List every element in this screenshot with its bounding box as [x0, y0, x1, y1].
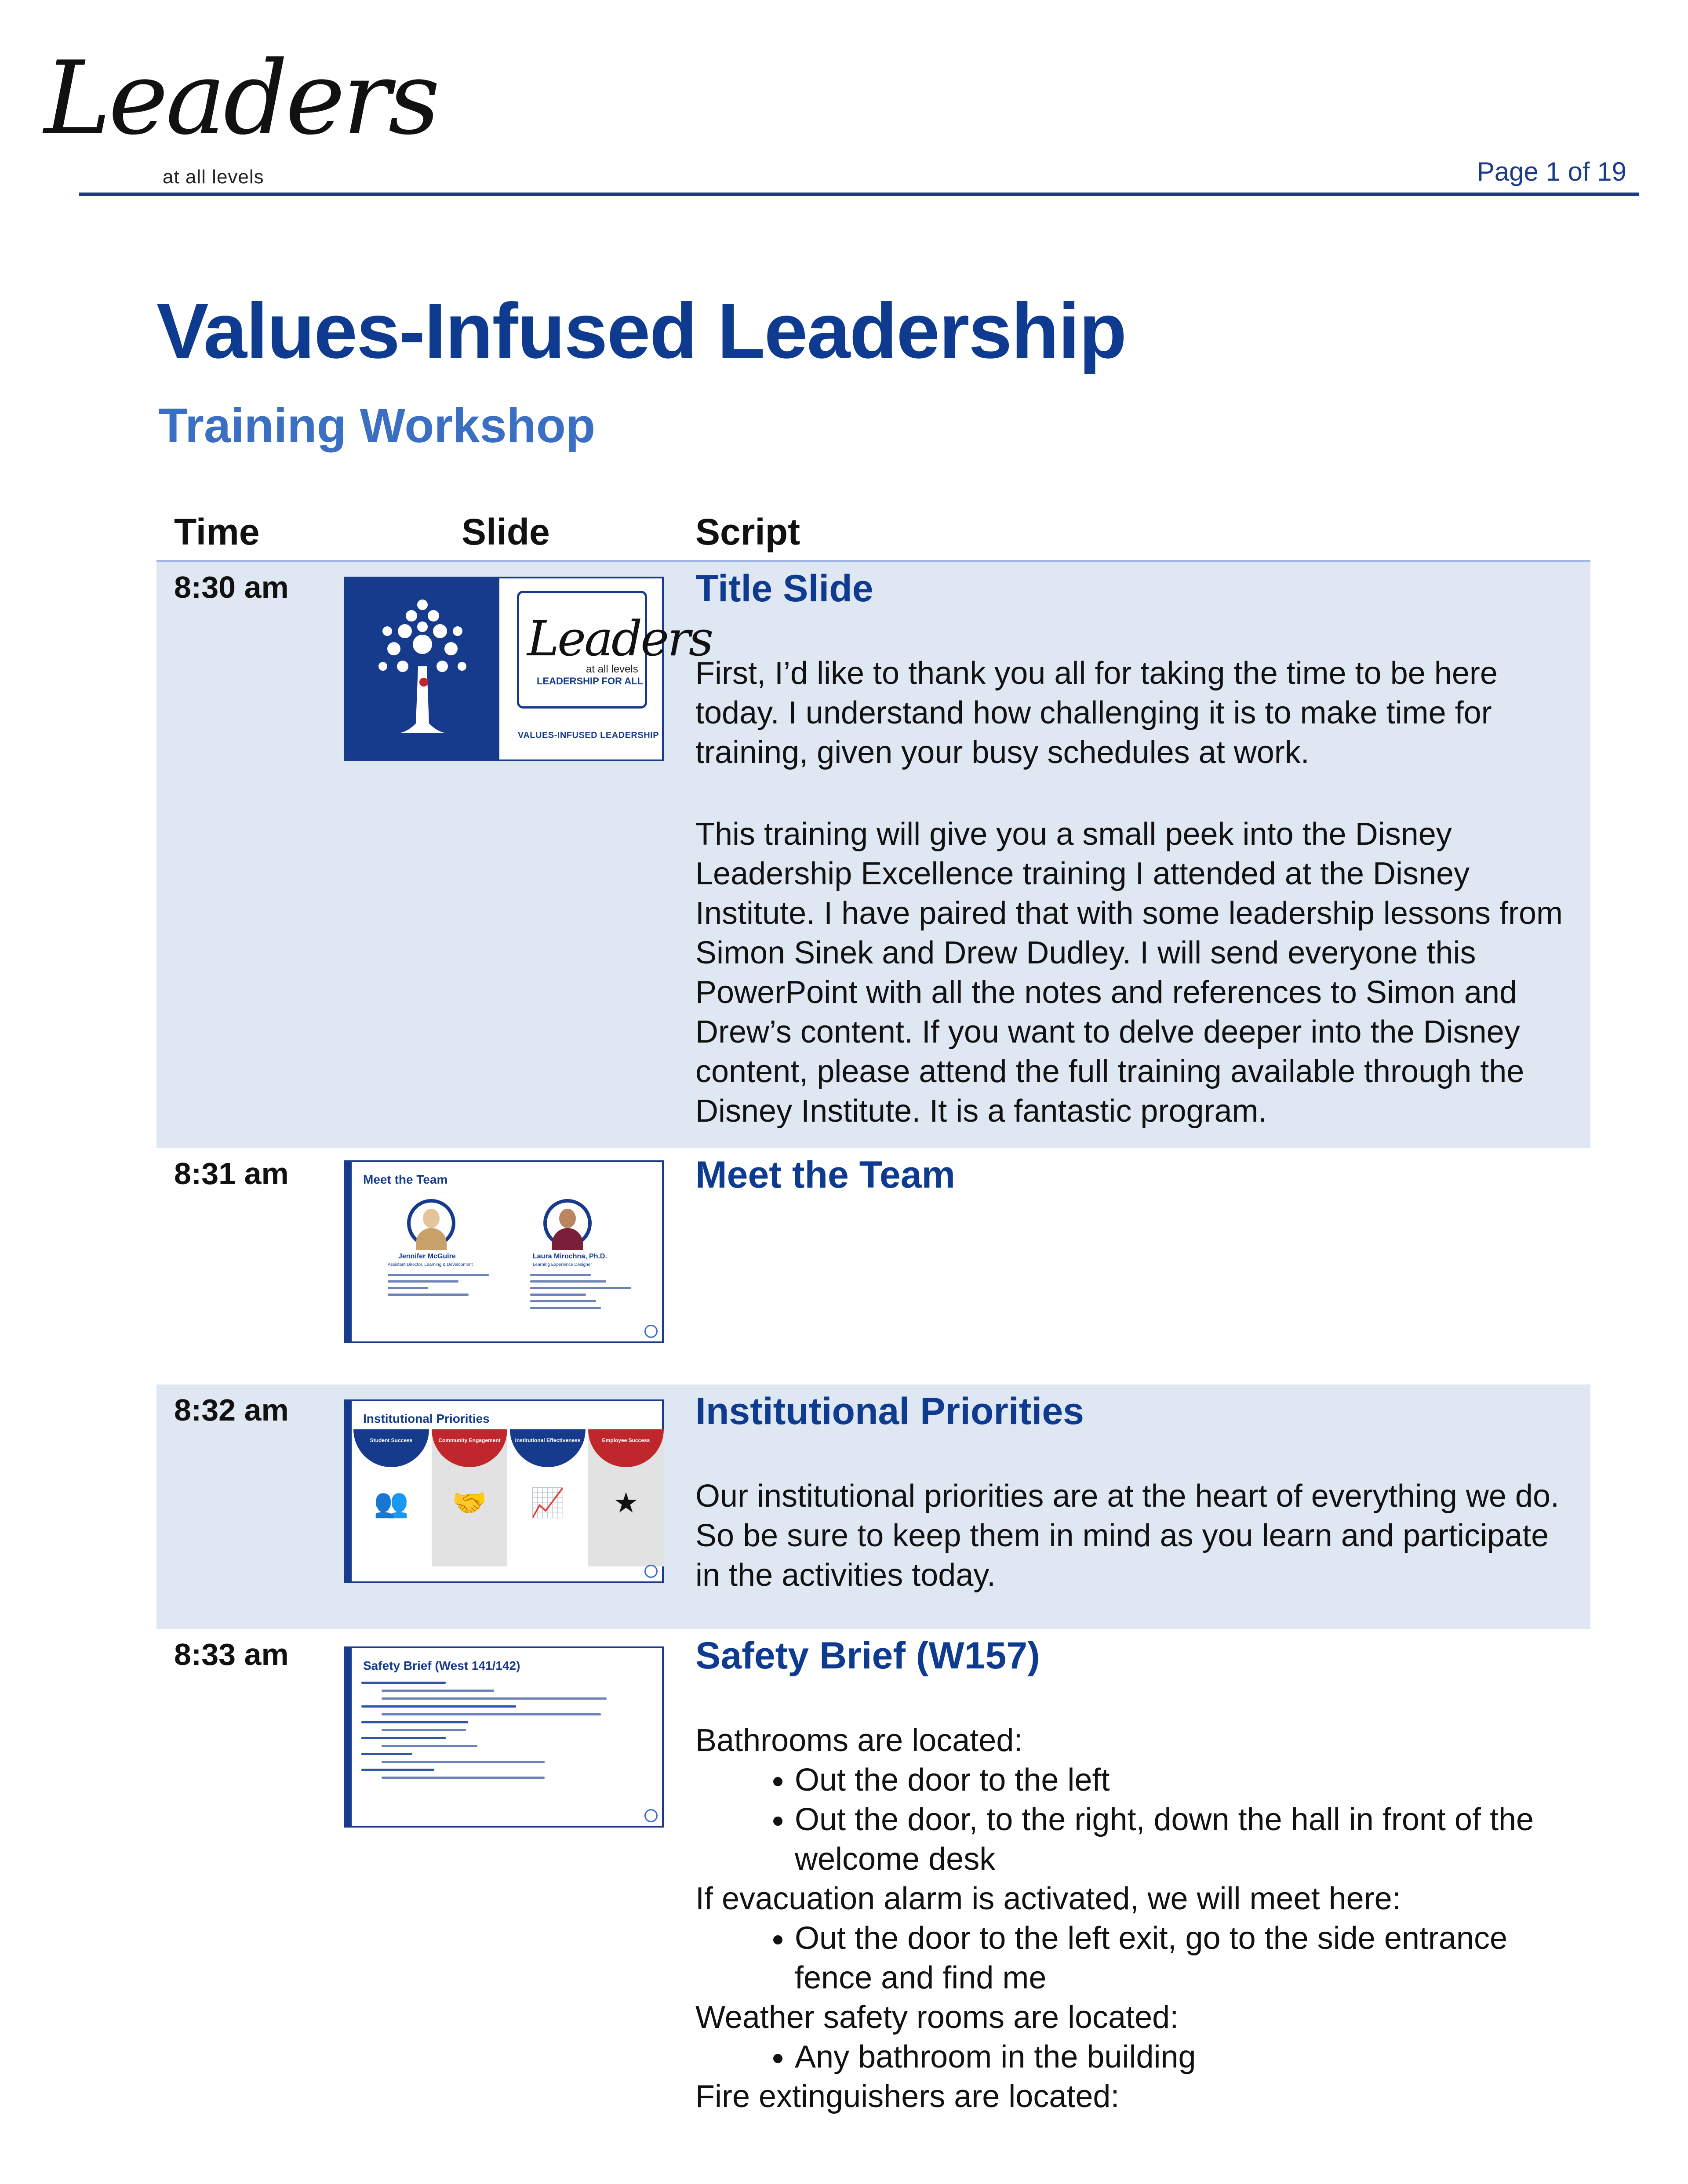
script-paragraph: This training will give you a small peek into the Disney Leadership Excellence training I attended at the Disney Institute. I have paired that with some leadership lessons from Simon Sinek and Drew Dudley. I will send everyone this PowerPoint with all the notes and references to Simon and Drew’s content. If you want to delve deeper into the Disney content, please attend the full training available through the Disney Institute. It is a fantastic program. [695, 817, 1563, 1129]
avatar [543, 1199, 592, 1247]
slide-tree-panel [346, 578, 499, 759]
priority-employee-success [588, 1429, 664, 1566]
priority-label: Student Success [353, 1429, 429, 1467]
table-row [156, 562, 1590, 1148]
column-header-time: Time [174, 511, 260, 552]
table-row [156, 1148, 1590, 1385]
slide-logo-tagline: LEADERSHIP FOR ALL [537, 676, 644, 687]
row-script [695, 566, 1579, 1131]
safety-weather-label: Weather safety rooms are located: [695, 2000, 1179, 2035]
header-divider [79, 193, 1639, 196]
row-time: 8:31 am [174, 1156, 289, 1191]
safety-bathrooms-label: Bathrooms are located: [695, 1723, 1023, 1759]
seal-icon [644, 1325, 658, 1338]
safety-weather-list [695, 2037, 1579, 2077]
growth-chart-icon: 📈 [530, 1487, 565, 1519]
leaders-logo [44, 40, 438, 198]
slide-bullets [361, 1682, 643, 1784]
people-group-icon: 👥 [374, 1487, 409, 1519]
logo-script-text: Leaders [44, 40, 438, 157]
script-paragraph: Our institutional priorities are at the heart of everything we do. So be sure to keep them in mind as you learn and participate in the activities today. [695, 1479, 1560, 1593]
tree-icon [346, 578, 499, 763]
slide-logo-card [517, 591, 712, 709]
safety-evacuation-list [695, 1919, 1579, 1998]
person-role: Learning Experience Designer [533, 1262, 592, 1267]
slide-thumbnail-meet-team[interactable] [344, 1160, 664, 1343]
row-script [695, 1633, 1579, 2116]
logo-tagline: at all levels [163, 166, 264, 188]
priority-community-engagement [432, 1429, 507, 1566]
table-row [156, 1629, 1590, 2184]
person-bio [388, 1274, 489, 1300]
handshake-icon: 🤝 [452, 1487, 487, 1519]
person-bio [530, 1274, 631, 1313]
script-heading: Meet the Team [695, 1154, 955, 1196]
column-header-slide: Slide [462, 511, 550, 552]
seal-icon [644, 1565, 658, 1578]
list-item: • Out the door to the left [795, 1760, 1579, 1800]
slide-footer-text: VALUES-INFUSED LEADERSHIP [518, 730, 659, 740]
list-item: • Out the door, to the right, down the hall in front of the welcome desk [795, 1800, 1579, 1879]
priority-label: Employee Success [588, 1429, 664, 1467]
safety-bathrooms-list [695, 1760, 1579, 1879]
priority-label: Institutional Effectiveness [510, 1429, 586, 1467]
slide-logo-sub: at all levels [586, 663, 638, 675]
column-header-script: Script [695, 511, 800, 552]
slide-title: Meet the Team [363, 1173, 448, 1186]
employee-stars-icon: ★ [613, 1487, 639, 1519]
person-name: Laura Mirochna, Ph.D. [533, 1253, 607, 1260]
row-time: 8:32 am [174, 1393, 289, 1427]
script-paragraph: First, I’d like to thank you all for taking the time to be here today. I understand how challenging it is to make time for training, given your busy schedules at work. [695, 656, 1498, 770]
document-title: Values-Infused Leadership [156, 287, 1126, 374]
priority-student-success [353, 1429, 429, 1566]
table-row [156, 1385, 1590, 1629]
slide-thumbnail-title[interactable] [344, 577, 712, 761]
row-script [695, 1152, 1579, 1198]
row-script [695, 1389, 1579, 1595]
avatar [407, 1199, 455, 1247]
person-role: Assistant Director, Learning & Development [388, 1262, 473, 1267]
list-item: • Any bathroom in the building [795, 2037, 1579, 2077]
list-item: • Out the door to the left exit, go to the side entrance fence and find me [795, 1919, 1579, 1998]
slide-thumbnail-safety[interactable] [344, 1646, 664, 1828]
priority-label: Community Engagement [432, 1429, 507, 1467]
slide-title: Safety Brief (West 141/142) [363, 1659, 520, 1672]
script-heading: Title Slide [695, 567, 873, 610]
row-time: 8:30 am [174, 570, 289, 604]
safety-evacuation-label: If evacuation alarm is activated, we will meet here: [695, 1881, 1401, 1917]
slide-thumbnail-priorities[interactable] [344, 1399, 664, 1583]
priority-institutional-effectiveness [510, 1429, 586, 1566]
person-name: Jennifer McGuire [398, 1253, 456, 1260]
row-time: 8:33 am [174, 1637, 289, 1672]
document-subtitle: Training Workshop [158, 399, 596, 453]
slide-title: Institutional Priorities [363, 1412, 490, 1425]
script-heading: Safety Brief (W157) [695, 1635, 1040, 1677]
seal-icon [644, 1809, 658, 1822]
safety-fire-label: Fire extinguishers are located: [695, 2079, 1120, 2115]
page-number: Page 1 of 19 [1477, 157, 1626, 186]
slide-logo-script: Leaders [527, 611, 712, 667]
script-heading: Institutional Priorities [695, 1390, 1084, 1432]
